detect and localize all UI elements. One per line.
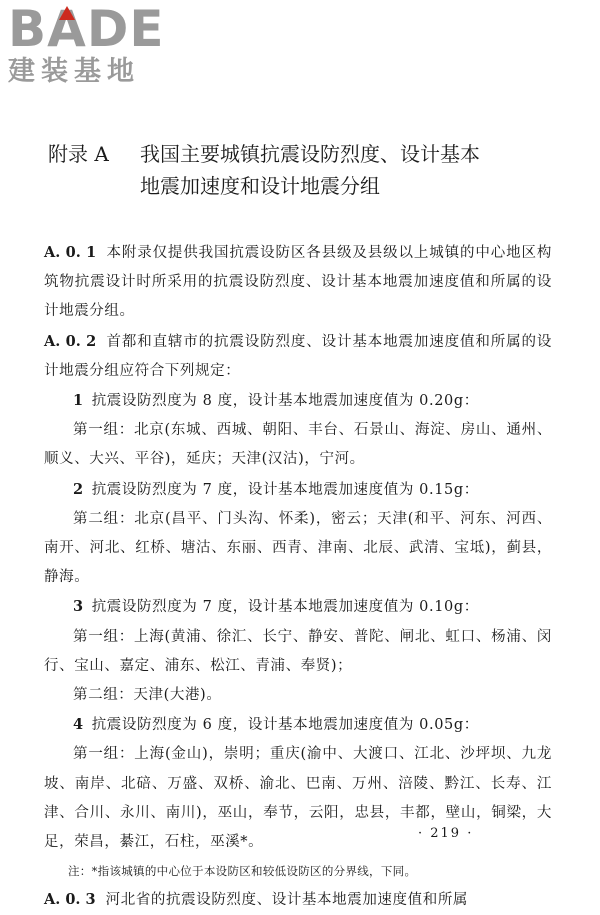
brand-logo — [8, 0, 178, 90]
logo-letter-a: A — [47, 0, 87, 58]
section-text: 河北省的抗震设防烈度、设计基本地震加速度值和所属 — [105, 892, 469, 909]
item-4-group: 第一组：上海(金山)，崇明；重庆(渝中、大渡口、江北、沙坪坝、九龙坡、南岸、北碚、万盛、双桥、渝北、巴南、万州、涪陵、黔江、长寿、江津、合川、永川、南川)，巫山，奉节，云阳，忠县，丰都，壁山，铜梁，大足，荣昌，綦江，石柱，巫溪*。 — [44, 746, 552, 851]
item-number: 2 — [73, 480, 84, 498]
item-3-header — [44, 592, 552, 622]
item-2-group: 第二组：北京(昌平、门头沟、怀柔)，密云；天津(和平、河东、河西、南开、河北、红桥、塘沽、东丽、西青、津南、北辰、武清、宝坻)，蓟县，静海。 — [44, 510, 552, 586]
logo-letter-b: B — [8, 0, 48, 58]
item-number: 3 — [73, 598, 84, 616]
logo-subtitle: 建装基地 — [8, 56, 140, 87]
item-text: 抗震设防烈度为 8 度，设计基本地震加速度值为 0.20g： — [91, 393, 479, 410]
section-text: 本附录仅提供我国抗震设防区各县级及县级以上城镇的中心地区构筑物抗震设计时所采用的抗震设防烈度、设计基本地震加速度值和所属的设计地震分组。 — [44, 245, 552, 320]
appendix-title-line2: 地震加速度和设计地震分组 — [140, 174, 380, 198]
item-number: 4 — [73, 716, 84, 734]
item-text: 抗震设防烈度为 7 度，设计基本地震加速度值为 0.10g： — [91, 599, 479, 616]
logo-letters-de: DE — [86, 0, 165, 58]
item-1-header — [44, 386, 552, 416]
body-text — [44, 238, 552, 915]
page-number: · 219 · — [418, 826, 474, 841]
item-3-group-2: 第二组：天津(大港)。 — [73, 687, 222, 704]
section-text: 首都和直辖市的抗震设防烈度、设计基本地震加速度值和所属的设计地震分组应符合下列规定： — [44, 333, 552, 379]
footnote: 注：*指该城镇的中心位于本设防区和较低设防区的分界线，下同。 — [68, 864, 417, 879]
item-text: 抗震设防烈度为 6 度，设计基本地震加速度值为 0.05g： — [91, 717, 479, 734]
section-a01 — [44, 238, 552, 327]
logo-triangle-icon — [59, 6, 75, 20]
logo-wordmark — [8, 0, 178, 58]
appendix-title-line1: 我国主要城镇抗震设防烈度、设计基本 — [140, 142, 480, 166]
item-1-group: 第一组：北京(东城、西城、朝阳、丰台、石景山、海淀、房山、通州、顺义、大兴、平谷)，延庆；天津(汉沽)，宁河。 — [44, 422, 552, 468]
appendix-title — [48, 138, 568, 202]
section-number: A. 0. 1 — [44, 244, 97, 261]
section-number: A. 0. 3 — [44, 891, 96, 909]
section-a02 — [44, 327, 552, 386]
item-3-group-1: 第一组：上海(黄浦、徐汇、长宁、静安、普陀、闸北、虹口、杨浦、闵行、宝山、嘉定、浦东、松江、青浦、奉贤)； — [44, 628, 552, 674]
section-a03 — [44, 885, 552, 915]
section-number: A. 0. 2 — [44, 332, 97, 350]
appendix-label: 附录 A — [48, 142, 109, 166]
item-number: 1 — [73, 392, 84, 410]
item-text: 抗震设防烈度为 7 度，设计基本地震加速度值为 0.15g： — [91, 481, 479, 498]
item-2-header — [44, 475, 552, 505]
item-4-header — [44, 710, 552, 740]
